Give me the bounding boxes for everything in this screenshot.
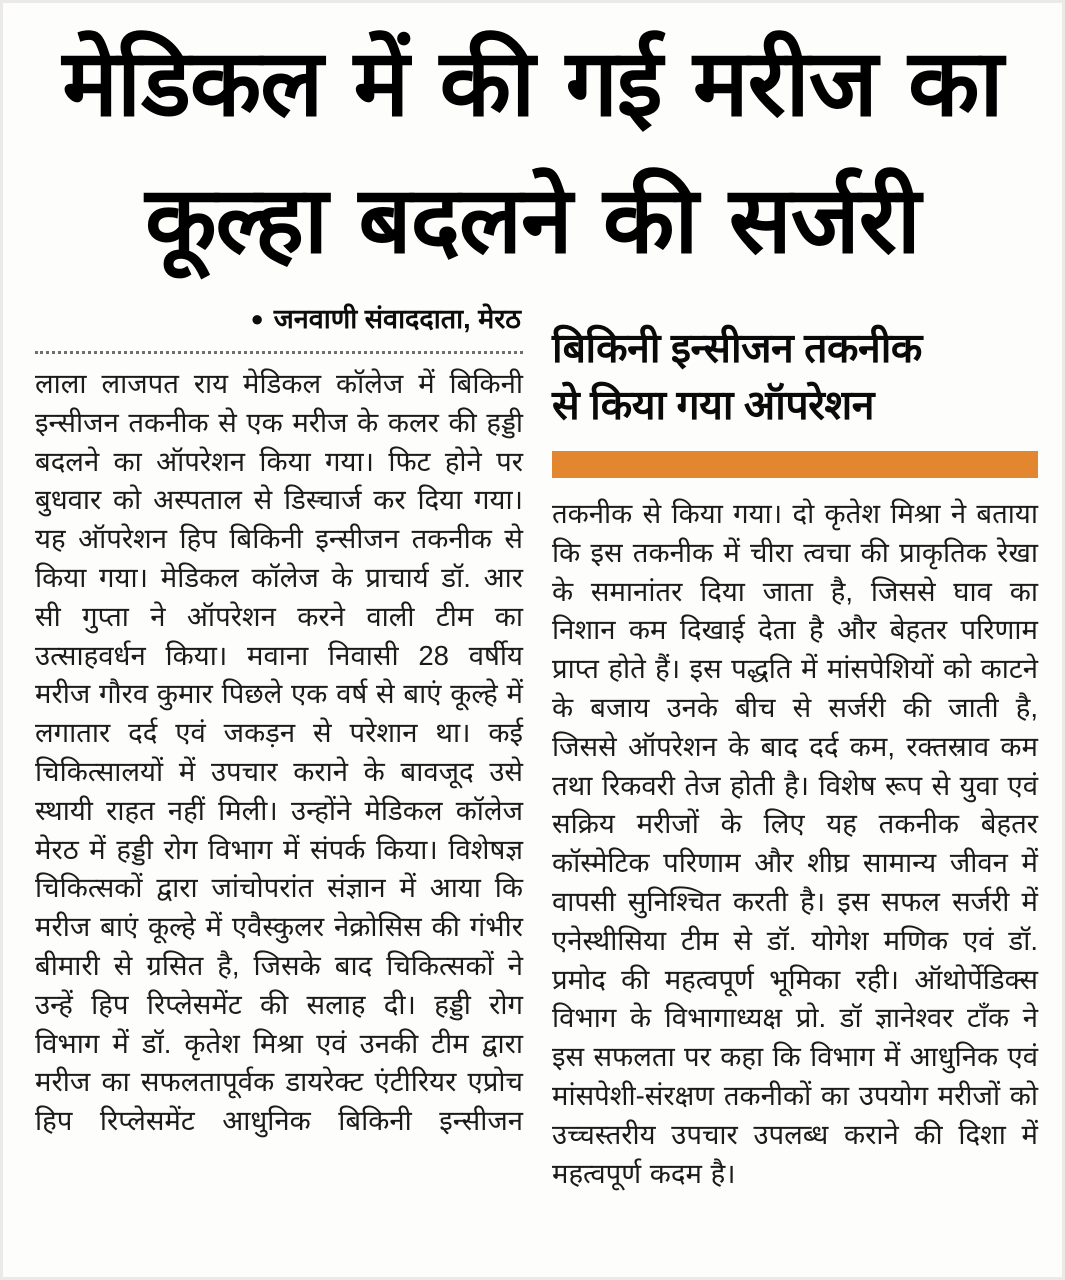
- bullet-icon: ●: [250, 306, 264, 331]
- left-column: [35, 301, 523, 1141]
- subhead-accent-bar: [552, 451, 1038, 478]
- subheadline-line-2: से किया गया ऑपरेशन: [552, 382, 875, 428]
- right-column: [552, 320, 1038, 1193]
- byline: [35, 301, 523, 337]
- article-body-right: तकनीक से किया गया। दो कृतेश मिश्रा ने बताया कि इस तकनीक में चीरा त्वचा की प्राकृतिक रेखा के समानांतर दिया जाता है, जिससे घाव का निशान कम दिखाई देता है और बेहतर परिणाम प्राप्त होते हैं। इस पद्धति में मांसपेशियों को काटने के बजाय उनके बीच से सर्जरी की जाती है, जिससे ऑपरेशन के बाद दर्द कम, रक्तस्राव कम तथा रिकवरी तेज होती है। विशेष रूप से युवा एवं सक्रिय मरीजों के लिए यह तकनीक बेहतर कॉस्मेटिक परिणाम और शीघ्र सामान्य जीवन में वापसी सुनिश्चित करती है। इस सफल सर्जरी में एनेस्थीसिया टीम से डॉ. योगेश मणिक एवं डॉ. प्रमोद की महत्वपूर्ण भूमिका रही। ऑथोर्पेडिक्स विभाग के विभागाध्यक्ष प्रो. डॉ ज्ञानेश्वर टाँक ने इस सफलता पर कहा कि विभाग में आधुनिक एवं मांसपेशी-संरक्षण तकनीकों का उपयोग मरीजों को उच्चस्तरीय उपचार उपलब्ध कराने की दिशा में महत्वपूर्ण कदम है।: [552, 498, 1038, 1189]
- byline-divider: [35, 351, 523, 354]
- headline: [0, 14, 1065, 288]
- headline-line-2: कूल्हा बदलने की सर्जरी: [145, 165, 920, 274]
- headline-line-1: मेडिकल में की गई मरीज का: [62, 28, 1003, 137]
- subheadline-line-1: बिकिनी इन्सीजन तकनीक: [552, 325, 922, 371]
- article-body-left: लाला लाजपत राय मेडिकल कॉलेज में बिकिनी इन्सीजन तकनीक से एक मरीज के कलर की हड्डी बदलने का ऑपरेशन किया गया। फिट होने पर बुधवार को अस्पताल से डिस्चार्ज कर दिया गया। यह ऑपरेशन हिप बिकिनी इन्सीजन तकनीक से किया गया। मेडिकल कॉलेज के प्राचार्य डॉ. आर सी गुप्ता ने ऑपरेशन करने वाली टीम का उत्साहवर्धन किया। मवाना निवासी 28 वर्षीय मरीज गौरव कुमार पिछले एक वर्ष से बाएं कूल्हे में लगातार दर्द एवं जकड़न से परेशान था। कई चिकित्सालयों में उपचार कराने के बावजूद उसे स्थायी राहत नहीं मिली। उन्होंने मेडिकल कॉलेज मेरठ में हड्डी रोग विभाग में संपर्क किया। विशेषज्ञ चिकित्सकों द्वारा जांचोपरांत संज्ञान में आया कि मरीज बाएं कूल्हे में एवैस्कुलर नेक्रोसिस की गंभीर बीमारी से ग्रसित है, जिसके बाद चिकित्सकों ने उन्हें हिप रिप्लेसमेंट की सलाह दी। हड्डी रोग विभाग में डॉ. कृतेश मिश्रा एवं उनकी टीम द्वारा मरीज का सफलतापूर्वक डायरेक्ट एंटीरियर एप्रोच हिप रिप्लेसमेंट आधुनिक बिकिनी इन्सीजन: [35, 368, 523, 1137]
- byline-text: जनवाणी संवाददाता, मेरठ: [273, 304, 521, 334]
- subheadline: [552, 320, 1038, 434]
